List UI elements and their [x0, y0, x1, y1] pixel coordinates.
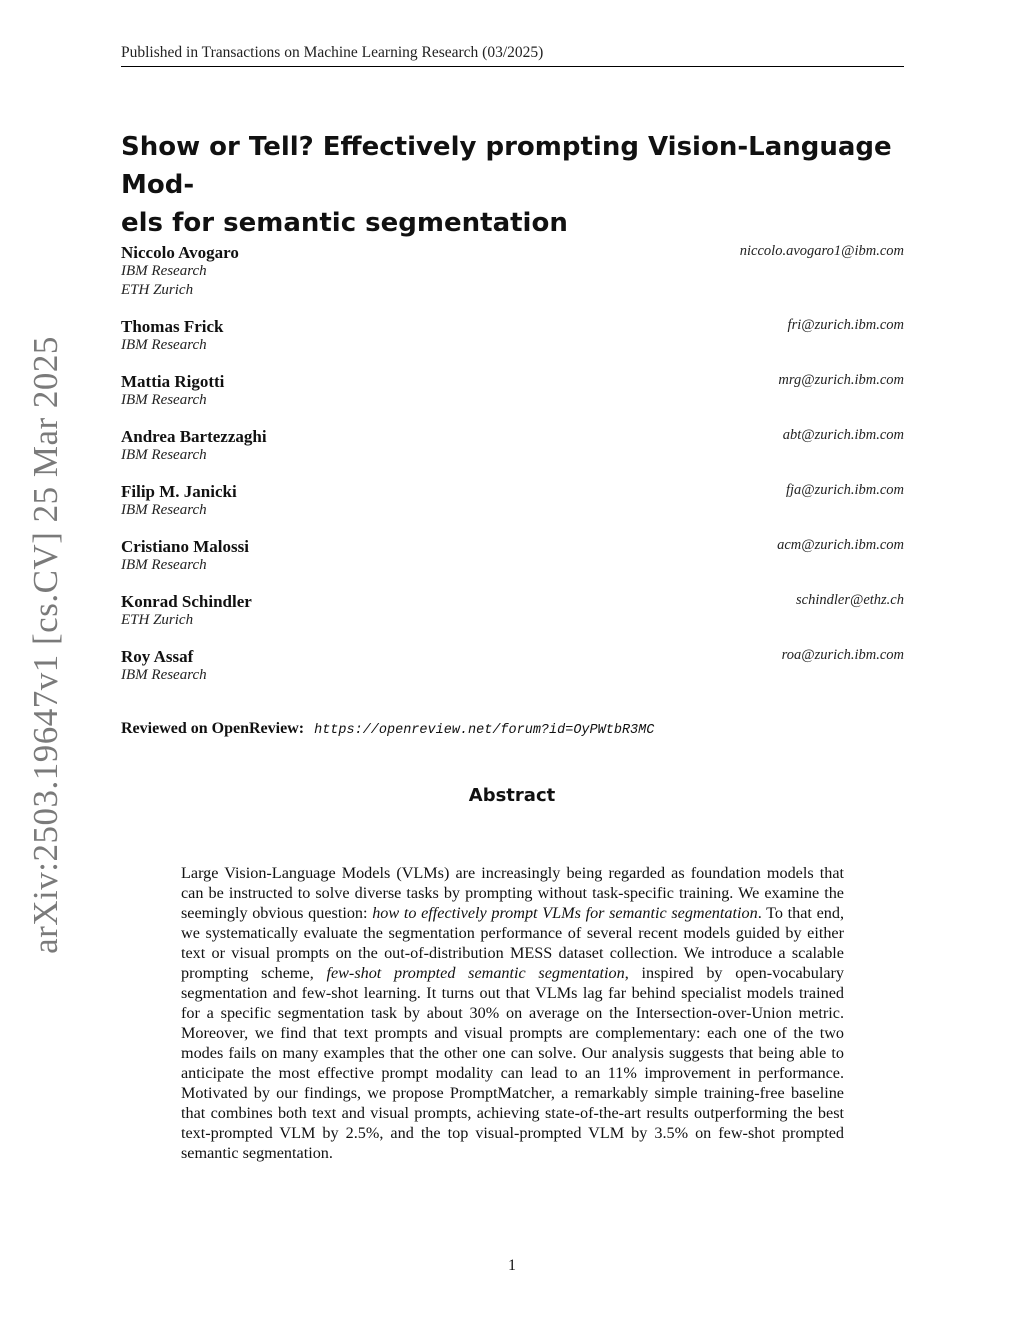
author-affiliation: IBM Research	[121, 557, 207, 573]
author-affiliation: ETH Zurich	[121, 612, 194, 628]
author-affiliation: IBM Research	[121, 392, 207, 408]
author-email[interactable]: mrg@zurich.ibm.com	[778, 372, 904, 388]
author-name: Andrea Bartezzaghi	[121, 427, 267, 446]
openreview-line	[121, 720, 654, 738]
header-rule	[121, 66, 904, 67]
author-block	[121, 317, 904, 355]
arxiv-stamp-text: arXiv:2503.19647v1 [cs.CV] 25 Mar 2025	[26, 336, 65, 954]
abstract-text: , inspired by open-vocabulary segmentation and few-shot learning. It turns out that VLMs lag far behind specialist models trained for a specific segmentation task by about 30% on average on the Intersection-over-Union metric. Moreover, we find that text prompts and visual prompts are complementary: each one of the two modes fails on many examples that the other one can solve. Our analysis suggests that being able to anticipate the most effective prompt modality can lead to an 11% improvement in performance. Motivated by our findings, we propose PromptMatcher, a remarkably simple training-free baseline that combines both text and visual prompts, achieving state-of-the-art results outperforming the best text-prompted VLM by 2.5%, and the top visual-prompted VLM by 3.5% on few-shot prompted semantic segmentation.	[181, 964, 845, 1162]
paper-title	[121, 128, 921, 242]
author-affiliation: IBM Research	[121, 502, 207, 518]
author-name: Filip M. Janicki	[121, 482, 237, 501]
abstract-heading: Abstract	[468, 785, 556, 806]
author-email[interactable]: roa@zurich.ibm.com	[781, 647, 904, 663]
author-block	[121, 372, 904, 410]
author-block	[121, 647, 904, 685]
abstract-text: Large Vision-Language Models (VLMs) are increasingly being regarded as foundation models that can be instructed to solve diverse tasks by prompting without task-specific training. We examine the seemingly obvious question:	[181, 864, 844, 922]
author-affiliation: IBM Research	[121, 263, 207, 279]
author-block	[121, 537, 904, 575]
page-number: 1	[508, 1257, 516, 1274]
author-block	[121, 592, 904, 630]
abstract-emphasis: how to effectively prompt VLMs for semantic segmentation	[372, 904, 758, 922]
author-name: Konrad Schindler	[121, 592, 252, 611]
author-email[interactable]: fja@zurich.ibm.com	[785, 482, 904, 498]
author-block	[121, 243, 904, 300]
author-name: Thomas Frick	[121, 317, 224, 336]
author-email[interactable]: acm@zurich.ibm.com	[777, 537, 904, 553]
running-head: Published in Transactions on Machine Learning Research (03/2025)	[121, 44, 544, 61]
author-email[interactable]: fri@zurich.ibm.com	[787, 317, 904, 333]
author-affiliation: IBM Research	[121, 667, 207, 683]
author-name: Cristiano Malossi	[121, 537, 249, 556]
author-email[interactable]: schindler@ethz.ch	[796, 592, 904, 608]
author-block	[121, 427, 904, 465]
abstract-body	[181, 863, 844, 1163]
author-name: Mattia Rigotti	[121, 372, 225, 391]
author-email[interactable]: niccolo.avogaro1@ibm.com	[739, 243, 904, 259]
author-affiliation: ETH Zurich	[121, 282, 194, 298]
author-name: Niccolo Avogaro	[121, 243, 239, 262]
author-email[interactable]: abt@zurich.ibm.com	[782, 427, 904, 443]
author-block	[121, 482, 904, 520]
openreview-link[interactable]: https://openreview.net/forum?id=OyPWtbR3MC	[314, 723, 655, 738]
title-line-1: Show or Tell? Effectively prompting Vision-Language Mod-	[121, 132, 892, 200]
abstract-text: . To that end, we systematically evaluate the segmentation performance of several recent models guided by either text or visual prompts on the out-of-distribution MESS dataset collection. We introduce a scalable prompting scheme,	[181, 904, 845, 982]
author-affiliation: IBM Research	[121, 447, 207, 463]
author-affiliation: IBM Research	[121, 337, 207, 353]
title-line-2: els for semantic segmentation	[121, 208, 568, 238]
abstract-emphasis: few-shot prompted semantic segmentation	[326, 964, 625, 982]
openreview-label: Reviewed on OpenReview:	[121, 720, 305, 737]
author-name: Roy Assaf	[121, 647, 194, 666]
